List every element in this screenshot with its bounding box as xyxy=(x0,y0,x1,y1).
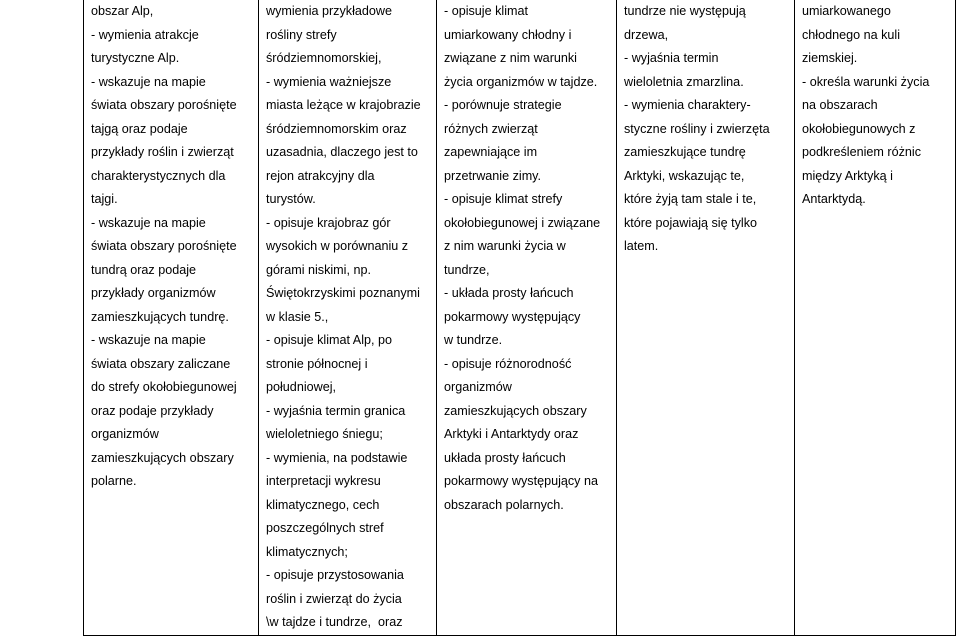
text-line: poszczególnych stref xyxy=(266,521,384,535)
text-line: - wskazuje na mapie xyxy=(91,333,206,347)
text-line: pokarmowy występujący xyxy=(444,309,581,324)
text-line: - wyjaśnia termin granica xyxy=(266,403,406,418)
text-line: - określa warunki życia xyxy=(802,74,930,89)
text-line: - opisuje przystosowania xyxy=(266,568,404,582)
text-line: - wyjaśnia termin xyxy=(624,51,719,65)
text-line: - opisuje klimat Alp, po xyxy=(266,333,392,347)
text-line: Arktyki, wskazując te, xyxy=(624,168,745,183)
text-line: różnych zwierząt xyxy=(444,121,538,136)
text-line: podkreśleniem różnic xyxy=(802,145,921,159)
text-line: tajgą oraz podaje xyxy=(91,121,188,136)
text-line: między Arktyką i xyxy=(802,168,893,183)
table-cell-column-2 xyxy=(259,0,437,635)
text-line: wysokich w porównaniu z xyxy=(266,239,409,253)
text-line: przykłady roślin i zwierząt xyxy=(91,145,234,159)
text-line: wieloletniego śniegu; xyxy=(266,427,383,441)
text-line: stronie północnej i xyxy=(266,356,368,371)
text-line: - układa prosty łańcuch xyxy=(444,286,574,300)
text-line: umiarkowany chłodny i xyxy=(444,27,572,42)
text-line: w klasie 5., xyxy=(266,309,329,324)
table-cell-column-1 xyxy=(84,0,259,635)
table-cell-column-5 xyxy=(795,0,956,635)
text-line: wieloletnia zmarzlina. xyxy=(624,74,744,89)
text-line: oraz podaje przykłady xyxy=(91,403,214,418)
text-line: okołobiegunowych z xyxy=(802,121,916,136)
text-line: chłodnego na kuli xyxy=(802,27,901,42)
text-line: świata obszary porośnięte xyxy=(91,98,237,112)
text-line: klimatycznego, cech xyxy=(266,497,380,512)
text-line: obszar Alp, xyxy=(91,4,154,18)
text-line: górami niskimi, np. xyxy=(266,262,371,277)
text-line: turystów. xyxy=(266,192,316,206)
text-line: wymienia przykładowe xyxy=(266,4,392,18)
text-line: przykłady organizmów xyxy=(91,286,216,300)
text-line: roślin i zwierząt do życia xyxy=(266,591,402,606)
text-line: które żyją tam stale i te, xyxy=(624,192,757,206)
text-line: miasta leżące w krajobrazie xyxy=(266,98,421,112)
text-line: świata obszary porośnięte xyxy=(91,239,237,253)
table-cell-column-4 xyxy=(617,0,795,635)
text-line: drzewa, xyxy=(624,27,669,42)
text-line: umiarkowanego xyxy=(802,4,891,18)
text-line: okołobiegunowej i związane xyxy=(444,215,601,230)
text-line: organizmów xyxy=(444,380,512,394)
text-line: klimatycznych; xyxy=(266,544,348,559)
text-line: pokarmowy występujący na xyxy=(444,474,598,488)
text-line: - opisuje klimat xyxy=(444,4,528,18)
text-line: Świętokrzyskimi poznanymi xyxy=(266,286,420,300)
text-line: które pojawiają się tylko xyxy=(624,215,757,230)
text-line: \w tajdze i tundrze, oraz xyxy=(266,615,403,629)
text-line: - wymienia charaktery- xyxy=(624,98,751,112)
text-line: organizmów xyxy=(91,427,159,441)
curriculum-table xyxy=(83,0,956,636)
text-line: śródziemnomorskiej, xyxy=(266,51,382,65)
text-line: - wymienia, na podstawie xyxy=(266,450,408,465)
text-line: - opisuje krajobraz gór xyxy=(266,215,391,230)
text-line: śródziemnomorskim oraz xyxy=(266,121,407,136)
text-line: - opisuje różnorodność xyxy=(444,356,572,371)
text-line: charakterystycznych dla xyxy=(91,168,226,183)
text-line: życia organizmów w tajdze. xyxy=(444,74,598,89)
text-line: Arktyki i Antarktydy oraz xyxy=(444,427,579,441)
text-line: uzasadnia, dlaczego jest to xyxy=(266,145,418,159)
text-line: układa prosty łańcuch xyxy=(444,450,566,465)
text-line: do strefy okołobiegunowej xyxy=(91,380,237,394)
text-line: ziemskiej. xyxy=(802,51,858,65)
text-line: - opisuje klimat strefy xyxy=(444,192,563,206)
text-line: - porównuje strategie xyxy=(444,98,562,112)
text-line: obszarach polarnych. xyxy=(444,497,564,512)
text-line: w tundrze. xyxy=(444,333,503,347)
text-line: - wymienia ważniejsze xyxy=(266,74,392,89)
text-line: zamieszkujące tundrę xyxy=(624,145,746,159)
text-line: zapewniające im xyxy=(444,145,538,159)
table-row xyxy=(84,0,956,635)
text-line: na obszarach xyxy=(802,98,878,112)
text-line: południowej, xyxy=(266,380,337,394)
text-line: z nim warunki życia w xyxy=(444,239,566,253)
text-line: - wskazuje na mapie xyxy=(91,215,206,230)
text-line: polarne. xyxy=(91,474,137,488)
text-line: Antarktydą. xyxy=(802,192,866,206)
text-line: zamieszkujących obszary xyxy=(444,403,587,418)
text-line: tundrze nie występują xyxy=(624,4,746,18)
text-line: związane z nim warunki xyxy=(444,51,577,65)
text-line: przetrwanie zimy. xyxy=(444,168,542,183)
table-cell-column-3 xyxy=(437,0,617,635)
text-line: zamieszkujących obszary xyxy=(91,450,234,465)
text-line: zamieszkujących tundrę. xyxy=(91,309,229,324)
text-line: turystyczne Alp. xyxy=(91,51,180,65)
text-line: latem. xyxy=(624,239,659,253)
text-line: świata obszary zaliczane xyxy=(91,356,231,371)
text-line: interpretacji wykresu xyxy=(266,474,381,488)
text-line: rośliny strefy xyxy=(266,27,337,42)
text-line: rejon atrakcyjny dla xyxy=(266,168,375,183)
text-line: tajgi. xyxy=(91,192,118,206)
text-line: - wymienia atrakcje xyxy=(91,27,199,42)
text-line: tundrą oraz podaje xyxy=(91,262,197,277)
text-line: - wskazuje na mapie xyxy=(91,74,206,89)
text-line: styczne rośliny i zwierzęta xyxy=(624,121,770,136)
text-line: tundrze, xyxy=(444,262,490,277)
